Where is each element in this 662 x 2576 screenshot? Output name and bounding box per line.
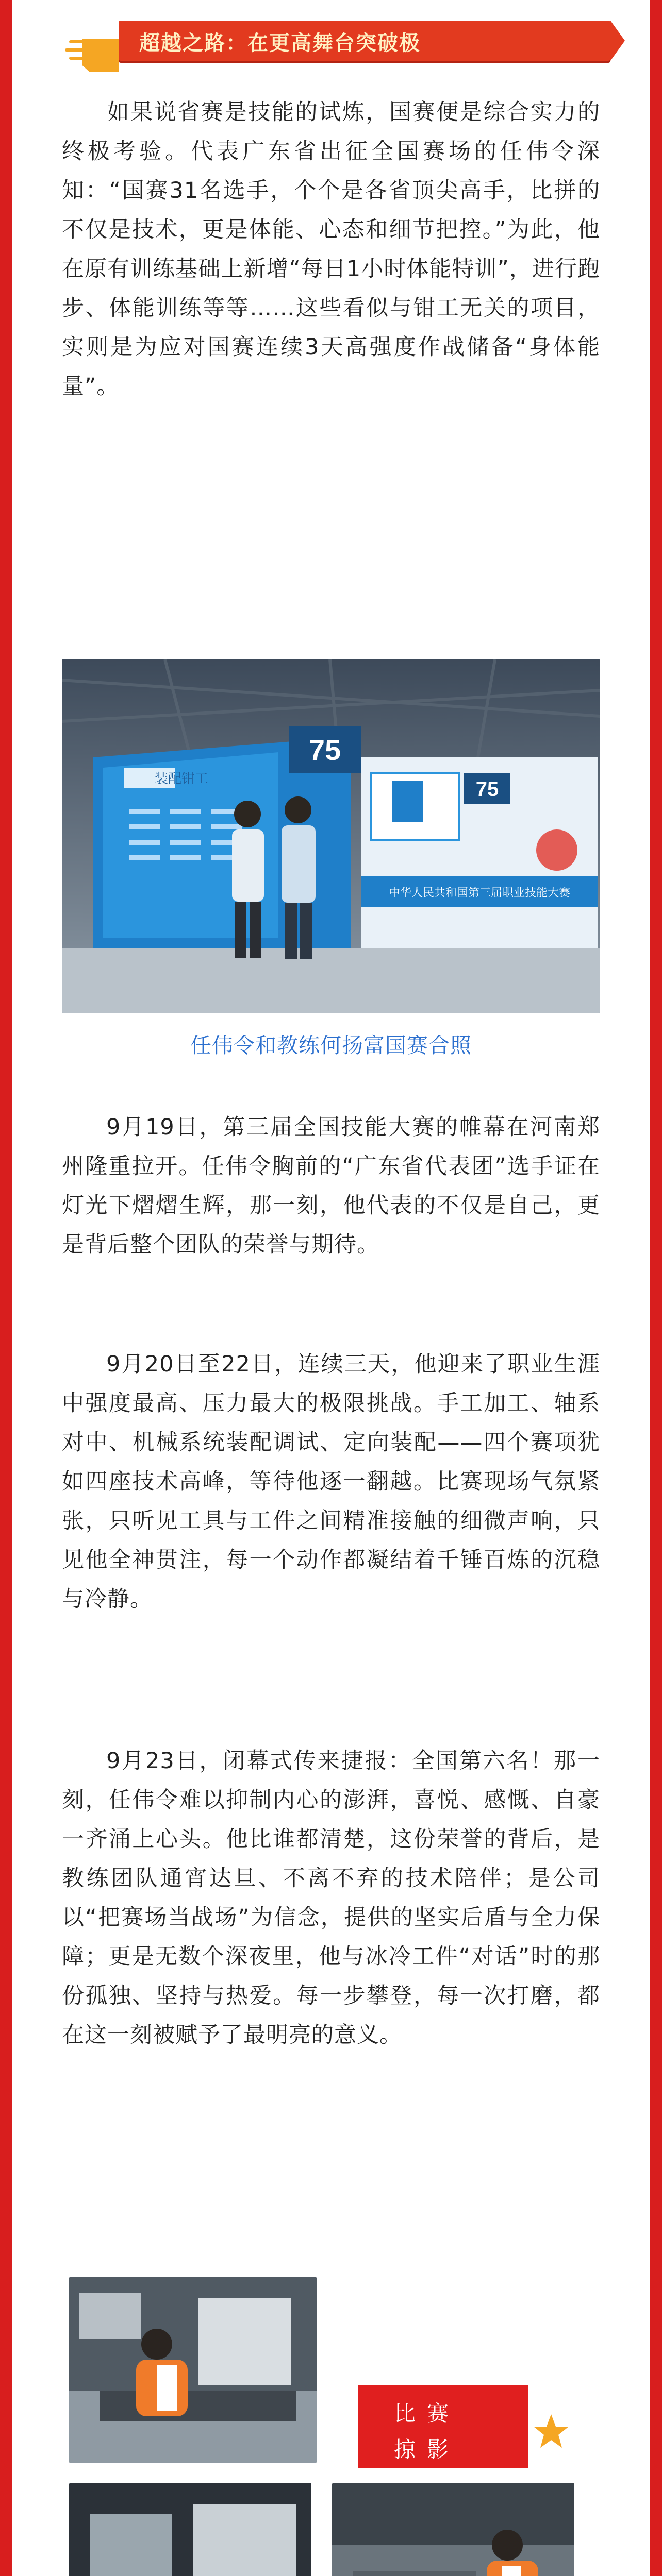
gallery-photo-3 — [332, 2483, 574, 2576]
paragraph-3-text: 9月20日至22日，连续三天，他迎来了职业生涯中强度最高、压力最大的极限挑战。手工加工、轴系对中、机械系统装配调试、定向装配——四个赛项犹如四座技术高峰，等待他逐一翻越。比赛现场气氛紧张，只听见工具与工件之间精准接触的细微声响，只见他全神贯注，每一个动作都凝结着千锤百炼的沉稳与冷静。 — [62, 1351, 600, 1612]
article-page — [12, 0, 650, 2576]
highlights-badge — [358, 2385, 528, 2468]
paragraph-1-text: 如果说省赛是技能的试炼，国赛便是综合实力的终极考验。代表广东省出征全国赛场的任伟令深知：“国赛31名选手，个个是各省顶尖高手，比拼的不仅是技术，更是体能、心态和细节把控。”为此，他在原有训练基础上新增“每日1小时体能特训”，进行跑步、体能训练等等……这些看似与钳工无关的项目，实则是为应对国赛连续3天高强度作战储备“身体能量”。 — [62, 99, 600, 399]
star-icon — [533, 2413, 569, 2449]
booth-number: 75 — [308, 734, 341, 766]
paragraph-1 — [62, 93, 600, 406]
coach-and-competitor-photo — [62, 659, 600, 1013]
paragraph-2-text: 9月19日，第三届全国技能大赛的帷幕在河南郑州隆重拉开。任伟令胸前的“广东省代表团”选手证在灯光下熠熠生辉，那一刻，他代表的不仅是自己，更是背后整个团队的荣誉与期待。 — [62, 1114, 600, 1258]
competition-banner-text: 中华人民共和国第三届职业技能大赛 — [388, 886, 571, 899]
board-title: 装配钳工 — [155, 771, 209, 786]
section-title: 超越之路：在更高舞台突破极 — [139, 31, 421, 55]
gallery-photo-1 — [69, 2277, 317, 2463]
section-header — [62, 15, 610, 77]
highlights-label: 比赛掠影 — [394, 2401, 460, 2462]
gallery-photo-2 — [69, 2483, 311, 2576]
svg-text:75: 75 — [475, 778, 499, 801]
paragraph-4 — [62, 1741, 600, 2055]
photo-caption: 任伟令和教练何扬富国赛合照 — [190, 1033, 472, 1058]
ribbon-icon — [62, 35, 119, 76]
paragraph-4-text: 9月23日，闭幕式传来捷报：全国第六名！那一刻，任伟令难以抑制内心的澎湃，喜悦、感慨、自豪一齐涌上心头。他比谁都清楚，这份荣誉的背后，是教练团队通宵达旦、不离不弃的技术陪伴；是公司以“把赛场当战场”为信念，提供的坚实后盾与全力保障；更是无数个深夜里，他与冰冷工件“对话”时的那份孤独、坚持与热爱。每一步攀登，每一次打磨，都在这一刻被赋予了最明亮的意义。 — [62, 1748, 600, 2048]
paragraph-3 — [62, 1345, 600, 1619]
paragraph-2 — [62, 1108, 600, 1264]
